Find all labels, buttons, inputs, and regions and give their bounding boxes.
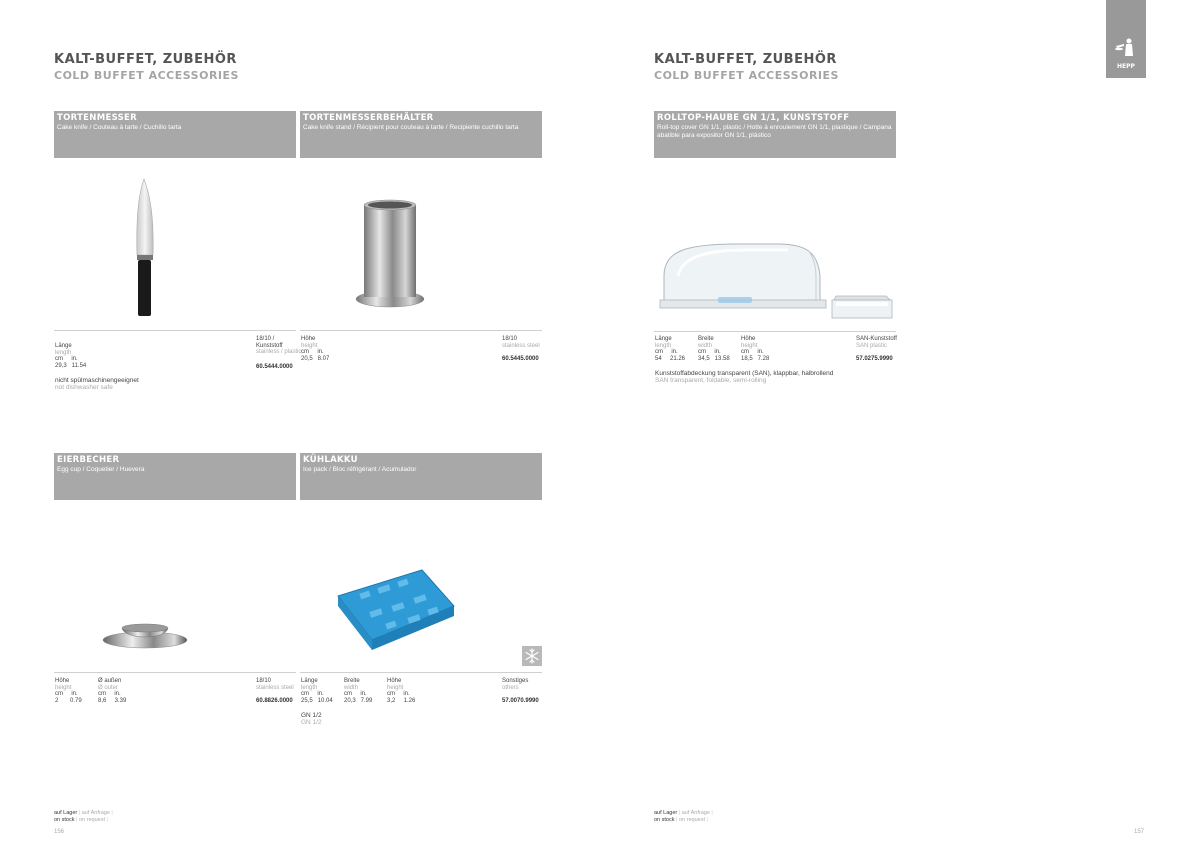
left-title-de: KALT-BUFFET, ZUBEHÖR: [54, 52, 237, 67]
product-subtitle: Ice pack / Bloc réfrigérant / Acumulador: [303, 466, 417, 473]
product-note: [55, 377, 139, 391]
dim-values: 3,2 1.26: [387, 697, 416, 704]
note-de: GN 1/2: [301, 712, 322, 719]
dim-values: 20,3 7.99: [344, 697, 373, 704]
legend-de-1: auf Lager: [54, 810, 78, 816]
material-en: SAN plastic: [856, 342, 888, 349]
material-de: SAN-Kunststoff: [856, 336, 897, 342]
dim-label-en: length: [55, 349, 72, 356]
material-en: stainless steel: [256, 684, 294, 691]
dim-units: cm in.: [98, 691, 121, 697]
dim-height: [301, 336, 329, 362]
note-en: GN 1/2: [301, 719, 322, 726]
dim-label-de: Länge: [301, 678, 318, 684]
note-en: not dishwasher safe: [55, 384, 113, 391]
egg-cup-image: [100, 618, 190, 652]
dim-label-de: Höhe: [741, 336, 756, 342]
dim-values: 29,3 11.54: [55, 362, 87, 369]
divider: [54, 330, 296, 331]
dim-width: [344, 678, 372, 704]
left-title-en: COLD BUFFET ACCESSORIES: [54, 69, 239, 82]
note-en: SAN transparent, foldable, semi-rolling: [655, 377, 767, 384]
right-page-title-block: [654, 52, 839, 82]
article-number: 60.5444.0000: [256, 364, 293, 370]
dim-units: cm in.: [387, 691, 410, 697]
material: [256, 336, 301, 356]
dim-label-en: height: [55, 684, 72, 691]
product-note: [655, 370, 833, 384]
legend-en-2: on request: [678, 816, 705, 823]
dim-label-de: Breite: [344, 678, 360, 684]
brand-name: HEPP: [1117, 63, 1135, 70]
legend-de-2: on stock: [654, 816, 675, 823]
ice-pack-image: [330, 566, 460, 656]
product-name: ROLLTOP-HAUBE GN 1/1, KUNSTSTOFF: [657, 113, 850, 123]
dim-outer-diameter: [98, 678, 126, 704]
dim-units: cm in.: [655, 349, 678, 355]
article-number: 57.0070.9990: [502, 698, 539, 704]
dim-label-en: height: [741, 342, 758, 349]
divider: [654, 331, 896, 332]
product-subtitle: Egg cup / Coquetier / Huevera: [57, 466, 145, 473]
dim-values: 25,5 10.04: [301, 697, 333, 704]
material-de: 18/10: [256, 678, 272, 684]
cake-knife-image: [120, 175, 170, 320]
material: [502, 678, 528, 691]
dim-label-en: Ø outer: [98, 684, 119, 691]
product-name: TORTENMESSERBEHÄLTER: [303, 113, 434, 123]
right-page-number: 157: [1134, 829, 1145, 835]
dim-label-en: width: [698, 342, 713, 349]
left-page-number: 156: [54, 829, 65, 835]
dim-values: 18,5 7.28: [741, 355, 770, 362]
dim-label-de: Länge: [55, 343, 72, 349]
material-de: 18/10: [502, 336, 518, 342]
dim-length: [655, 336, 685, 362]
right-title-en: COLD BUFFET ACCESSORIES: [654, 69, 839, 82]
dim-label-en: height: [387, 684, 404, 691]
dim-label-de: Höhe: [301, 336, 316, 342]
material-en: others: [502, 684, 519, 691]
dim-height: [387, 678, 415, 704]
dim-values: 34,5 13.58: [698, 355, 730, 362]
product-subtitle: Cake knife stand / Récipient pour couteau à tarte / Recipiente cuchillo tarta: [303, 124, 519, 131]
material: [856, 336, 897, 349]
product-subtitle: Cake knife / Couteau à tarte / Cuchillo tarta: [57, 124, 182, 131]
product-header-rolltop-cover: [654, 111, 896, 158]
dim-units: cm in.: [344, 691, 367, 697]
right-stock-legend: auf Lager | auf Anfrage | on stock | on request |: [654, 810, 713, 823]
legend-en-2: on request: [78, 816, 105, 823]
divider: [54, 672, 296, 673]
divider: [300, 330, 542, 331]
product-name: KÜHLAKKU: [303, 455, 358, 465]
legend-de-2: on stock: [54, 816, 75, 823]
product-name: EIERBECHER: [57, 455, 120, 465]
product-subtitle: Roll-top cover GN 1/1, plastic / Hotte à enroulement GN 1/1, plastique / Campana abatible para expositor GN 1/1, plástico: [657, 124, 892, 139]
material-en: stainless steel: [502, 342, 540, 349]
material-de: Sonstiges: [502, 678, 529, 684]
dim-label-de: Höhe: [387, 678, 402, 684]
dim-label-de: Breite: [698, 336, 714, 342]
product-header-knife-holder: [300, 111, 542, 158]
dim-label-en: width: [344, 684, 359, 691]
rolltop-cover-image: [658, 240, 898, 322]
brand-tab: [1106, 0, 1146, 78]
dim-units: cm in.: [55, 356, 78, 362]
dim-label-de: Länge: [655, 336, 672, 342]
product-header-egg-cup: [54, 453, 296, 500]
dim-length: [301, 678, 333, 704]
material: [256, 678, 294, 691]
dim-width: [698, 336, 730, 362]
dim-units: cm in.: [698, 349, 721, 355]
legend-de-1: auf Lager: [654, 810, 678, 816]
left-stock-legend: auf Lager | auf Anfrage | on stock | on request |: [54, 810, 113, 823]
product-header-ice-pack: [300, 453, 542, 500]
article-number: 60.8826.0000: [256, 698, 293, 704]
divider: [300, 672, 542, 673]
dim-height: [55, 678, 82, 704]
note-de: Kunststoffabdeckung transparent (SAN), klappbar, halbrollend: [655, 370, 834, 377]
dim-label-de: Höhe: [55, 678, 70, 684]
dim-units: cm in.: [301, 349, 324, 355]
knife-holder-image: [350, 195, 430, 313]
dim-values: 2 0.79: [55, 697, 82, 704]
dim-label-en: height: [301, 342, 318, 349]
dim-label-en: length: [655, 342, 672, 349]
dim-label-en: length: [301, 684, 318, 691]
article-number: 57.0275.9990: [856, 356, 893, 362]
material-de-2: Kunststoff: [256, 342, 283, 349]
product-name: TORTENMESSER: [57, 113, 137, 123]
hepp-logo-icon: [1114, 38, 1138, 60]
material-de: 18/10 /: [256, 336, 275, 342]
dim-values: 8,6 3.39: [98, 697, 127, 704]
snowflake-icon: [522, 646, 542, 666]
dim-label-de: Ø außen: [98, 678, 122, 684]
product-header-cake-knife: [54, 111, 296, 158]
dim-values: 54 21.26: [655, 355, 686, 362]
article-number: 60.5445.0000: [502, 356, 539, 362]
material: [502, 336, 540, 349]
dim-length: [55, 343, 86, 369]
note-de: nicht spülmaschinengeeignet: [55, 377, 139, 384]
dim-values: 20,5 8.07: [301, 355, 330, 362]
dim-height: [741, 336, 769, 362]
product-note: [301, 712, 322, 726]
dim-units: cm in.: [741, 349, 764, 355]
material-en: stainless / plastic: [256, 349, 302, 355]
left-page-title-block: [54, 52, 239, 82]
legend-en-1: auf Anfrage: [681, 810, 710, 816]
dim-units: cm in.: [301, 691, 324, 697]
dim-units: cm in.: [55, 691, 78, 697]
right-title-de: KALT-BUFFET, ZUBEHÖR: [654, 52, 837, 67]
legend-en-1: auf Anfrage: [81, 810, 110, 816]
